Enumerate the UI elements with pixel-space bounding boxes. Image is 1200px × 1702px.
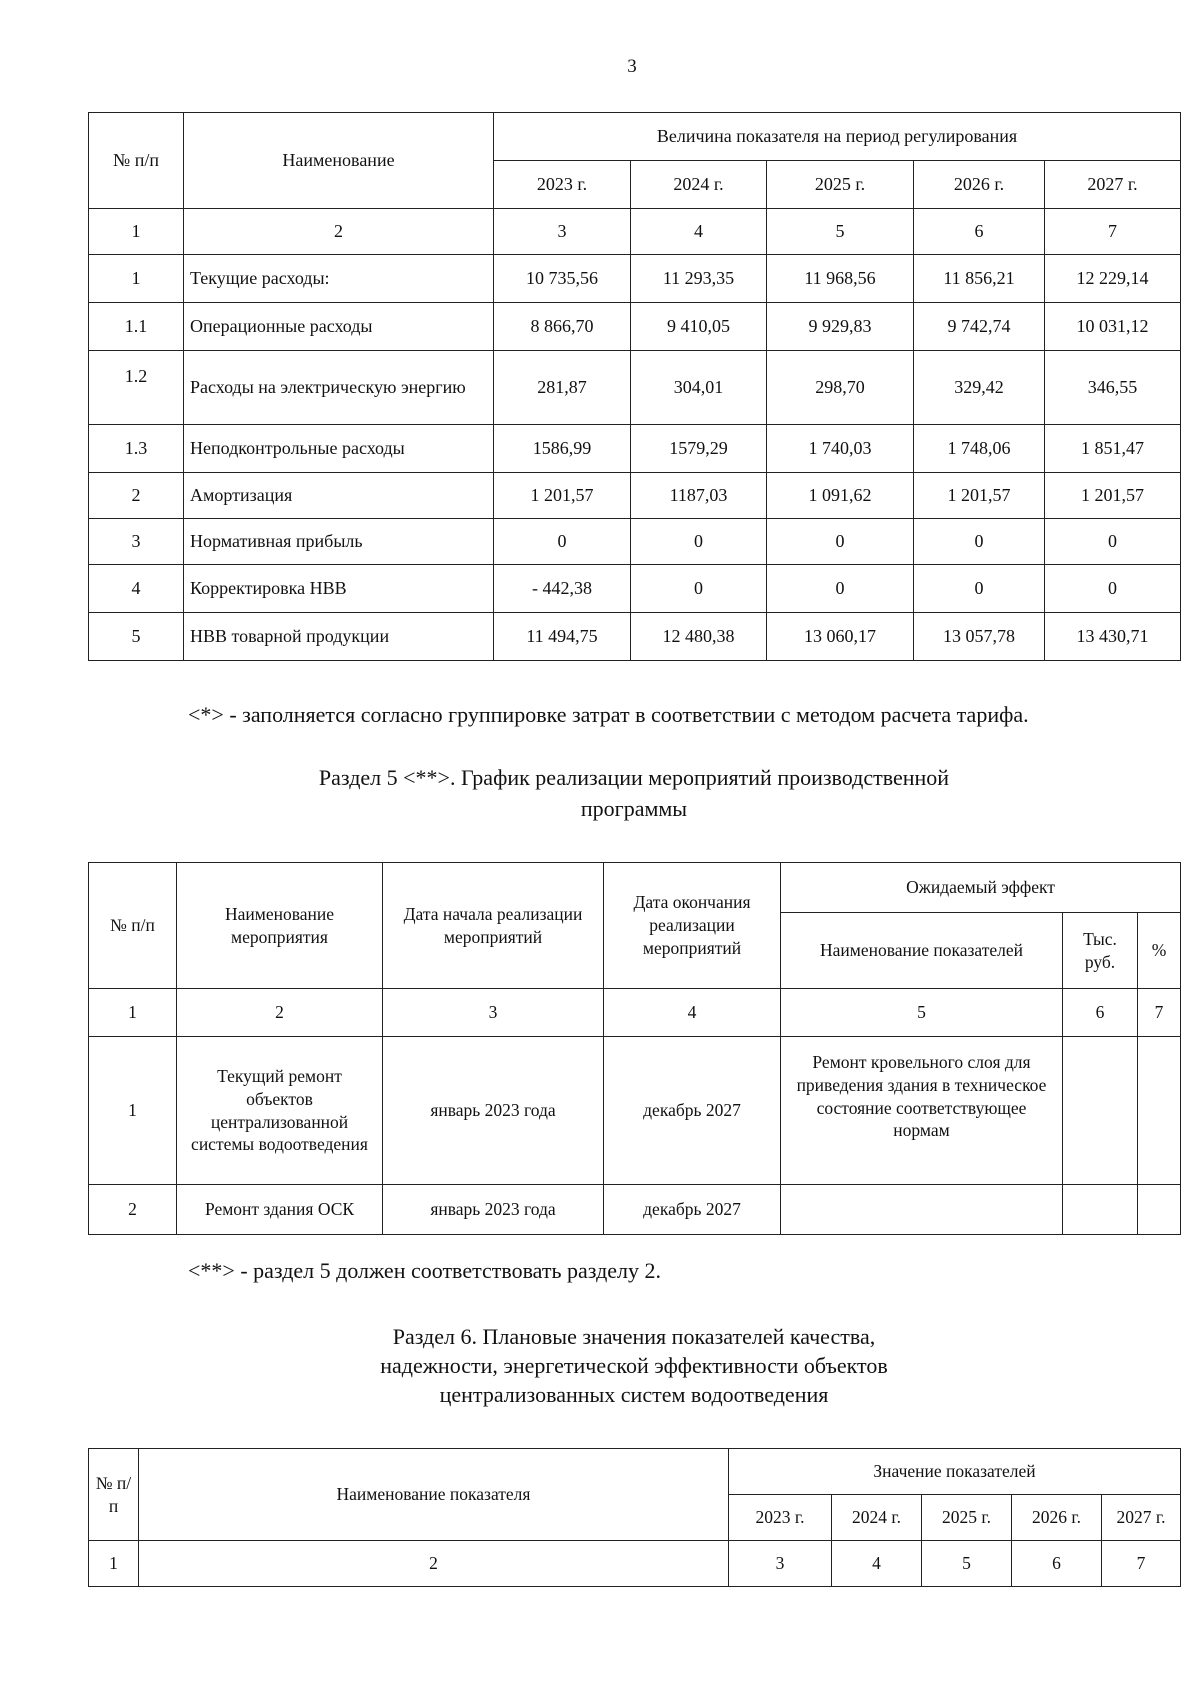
row-indicator — [781, 1185, 1063, 1235]
section-6-title — [88, 1322, 1180, 1409]
row-value: 1 851,47 — [1045, 425, 1181, 473]
table-row — [89, 255, 1181, 303]
row-value: 0 — [631, 565, 767, 613]
index-cell: 5 — [922, 1541, 1012, 1587]
row-value: 1 091,62 — [767, 473, 914, 519]
row-value: 9 929,83 — [767, 303, 914, 351]
row-num: 2 — [89, 473, 184, 519]
footnote-section-5: <**> - раздел 5 должен соответствовать разделу 2. — [188, 1258, 662, 1283]
table-row — [89, 613, 1181, 661]
row-value: 0 — [914, 519, 1045, 565]
row-indicator: Ремонт кровельного слоя для приведения здания в техническое состояние соответствующее нормам — [781, 1037, 1063, 1185]
table-row — [89, 425, 1181, 473]
row-start-date: январь 2023 года — [383, 1185, 604, 1235]
row-activity: Текущий ремонт объектов централизованной системы водоотведения — [177, 1037, 383, 1185]
row-value: 0 — [631, 519, 767, 565]
row-value: 11 968,56 — [767, 255, 914, 303]
section-5-title — [88, 763, 1180, 825]
row-value: 10 735,56 — [494, 255, 631, 303]
row-value: 11 494,75 — [494, 613, 631, 661]
header-thousand-rub: Тыс. руб. — [1063, 913, 1138, 989]
row-name: Неподконтрольные расходы — [184, 425, 494, 473]
index-cell: 6 — [914, 209, 1045, 255]
row-value: 281,87 — [494, 351, 631, 425]
header-name: Наименование — [184, 113, 494, 209]
index-cell: 5 — [781, 989, 1063, 1037]
row-value: 9 410,05 — [631, 303, 767, 351]
table-row — [89, 303, 1181, 351]
row-value: 12 229,14 — [1045, 255, 1181, 303]
row-value: 1 201,57 — [1045, 473, 1181, 519]
index-cell: 1 — [89, 1541, 139, 1587]
activities-schedule-table — [88, 862, 1181, 1235]
table-row — [89, 1185, 1181, 1235]
row-value: 298,70 — [767, 351, 914, 425]
row-value: 11 293,35 — [631, 255, 767, 303]
header-year: 2027 г. — [1102, 1495, 1181, 1541]
section-5-title-line: программы — [580, 795, 688, 821]
index-cell: 2 — [177, 989, 383, 1037]
header-indicator-name: Наименование показателя — [139, 1449, 729, 1541]
index-cell: 4 — [631, 209, 767, 255]
index-cell: 7 — [1045, 209, 1181, 255]
row-value: 0 — [1045, 565, 1181, 613]
row-value: 1 748,06 — [914, 425, 1045, 473]
row-value: 0 — [494, 519, 631, 565]
row-value: 329,42 — [914, 351, 1045, 425]
index-cell: 1 — [89, 989, 177, 1037]
row-value: 1 201,57 — [494, 473, 631, 519]
row-num: 2 — [89, 1185, 177, 1235]
index-row — [89, 1541, 1181, 1587]
header-end-date: Дата окончания реализации мероприятий — [604, 863, 781, 989]
index-cell: 5 — [767, 209, 914, 255]
row-name: Операционные расходы — [184, 303, 494, 351]
row-num: 1 — [89, 1037, 177, 1185]
index-cell: 1 — [89, 209, 184, 255]
table-row — [89, 351, 1181, 425]
index-row — [89, 989, 1181, 1037]
header-year: 2026 г. — [914, 161, 1045, 209]
section-6-title-line: Раздел 6. Плановые значения показателей качества, — [392, 1324, 876, 1349]
row-value: - 442,38 — [494, 565, 631, 613]
row-value: 12 480,38 — [631, 613, 767, 661]
index-cell: 3 — [729, 1541, 832, 1587]
quality-indicators-table — [88, 1448, 1181, 1587]
cost-indicators-table — [88, 112, 1181, 661]
row-end-date: декабрь 2027 — [604, 1185, 781, 1235]
header-num: № п/п — [89, 113, 184, 209]
row-value: 1187,03 — [631, 473, 767, 519]
table-row — [89, 1037, 1181, 1185]
index-row — [89, 209, 1181, 255]
index-cell: 4 — [604, 989, 781, 1037]
row-value: 8 866,70 — [494, 303, 631, 351]
index-cell: 6 — [1063, 989, 1138, 1037]
row-num: 4 — [89, 565, 184, 613]
header-year: 2023 г. — [494, 161, 631, 209]
header-indicator: Наименование показателей — [781, 913, 1063, 989]
row-value: 0 — [914, 565, 1045, 613]
row-num: 1.3 — [89, 425, 184, 473]
row-name: Амортизация — [184, 473, 494, 519]
row-start-date: январь 2023 года — [383, 1037, 604, 1185]
row-value: 1586,99 — [494, 425, 631, 473]
section-6-title-line: централизованных систем водоотведения — [439, 1382, 829, 1408]
header-start-date: Дата начала реализации мероприятий — [383, 863, 604, 989]
row-num: 1.1 — [89, 303, 184, 351]
row-thousand-rub — [1063, 1185, 1138, 1235]
row-value: 346,55 — [1045, 351, 1181, 425]
header-num: № п/п — [89, 1449, 139, 1541]
header-values-group: Значение показателей — [729, 1449, 1181, 1495]
table-row — [89, 565, 1181, 613]
header-num: № п/п — [89, 863, 177, 989]
index-cell: 3 — [494, 209, 631, 255]
table-row — [89, 473, 1181, 519]
index-cell: 2 — [139, 1541, 729, 1587]
row-value: 13 060,17 — [767, 613, 914, 661]
row-value: 13 057,78 — [914, 613, 1045, 661]
row-value: 1 201,57 — [914, 473, 1045, 519]
row-value: 304,01 — [631, 351, 767, 425]
row-value: 0 — [1045, 519, 1181, 565]
row-value: 13 430,71 — [1045, 613, 1181, 661]
index-cell: 6 — [1012, 1541, 1102, 1587]
header-percent: % — [1138, 913, 1181, 989]
row-num: 1 — [89, 255, 184, 303]
row-name: НВВ товарной продукции — [184, 613, 494, 661]
row-name: Нормативная прибыль — [184, 519, 494, 565]
header-year: 2025 г. — [767, 161, 914, 209]
header-period-group: Величина показателя на период регулирования — [494, 113, 1181, 161]
row-name: Текущие расходы: — [184, 255, 494, 303]
section-5-title-line: Раздел 5 <**>. График реализации мероприятий производственной — [318, 765, 950, 790]
row-num: 1.2 — [89, 351, 184, 425]
header-year: 2025 г. — [922, 1495, 1012, 1541]
index-cell: 3 — [383, 989, 604, 1037]
row-activity: Ремонт здания ОСК — [177, 1185, 383, 1235]
index-cell: 7 — [1102, 1541, 1181, 1587]
header-year: 2024 г. — [832, 1495, 922, 1541]
row-name: Расходы на электрическую энергию — [184, 351, 494, 425]
header-expected-effect: Ожидаемый эффект — [781, 863, 1181, 913]
row-name: Корректировка НВВ — [184, 565, 494, 613]
row-value: 0 — [767, 519, 914, 565]
index-cell: 7 — [1138, 989, 1181, 1037]
index-cell: 2 — [184, 209, 494, 255]
header-year: 2024 г. — [631, 161, 767, 209]
row-value: 9 742,74 — [914, 303, 1045, 351]
header-year: 2027 г. — [1045, 161, 1181, 209]
header-year: 2023 г. — [729, 1495, 832, 1541]
row-num: 5 — [89, 613, 184, 661]
row-value: 11 856,21 — [914, 255, 1045, 303]
table-row — [89, 519, 1181, 565]
row-value: 10 031,12 — [1045, 303, 1181, 351]
index-cell: 4 — [832, 1541, 922, 1587]
row-percent — [1138, 1185, 1181, 1235]
page-number: 3 — [627, 56, 637, 77]
header-year: 2026 г. — [1012, 1495, 1102, 1541]
row-end-date: декабрь 2027 — [604, 1037, 781, 1185]
row-value: 1579,29 — [631, 425, 767, 473]
section-6-title-line: надежности, энергетической эффективности объектов — [380, 1353, 888, 1379]
header-activity: Наименование мероприятия — [177, 863, 383, 989]
row-percent — [1138, 1037, 1181, 1185]
row-num: 3 — [89, 519, 184, 565]
row-value: 0 — [767, 565, 914, 613]
row-value: 1 740,03 — [767, 425, 914, 473]
footnote-tariff: <*> - заполняется согласно группировке затрат в соответствии с методом расчета тарифа. — [188, 702, 1029, 727]
row-thousand-rub — [1063, 1037, 1138, 1185]
